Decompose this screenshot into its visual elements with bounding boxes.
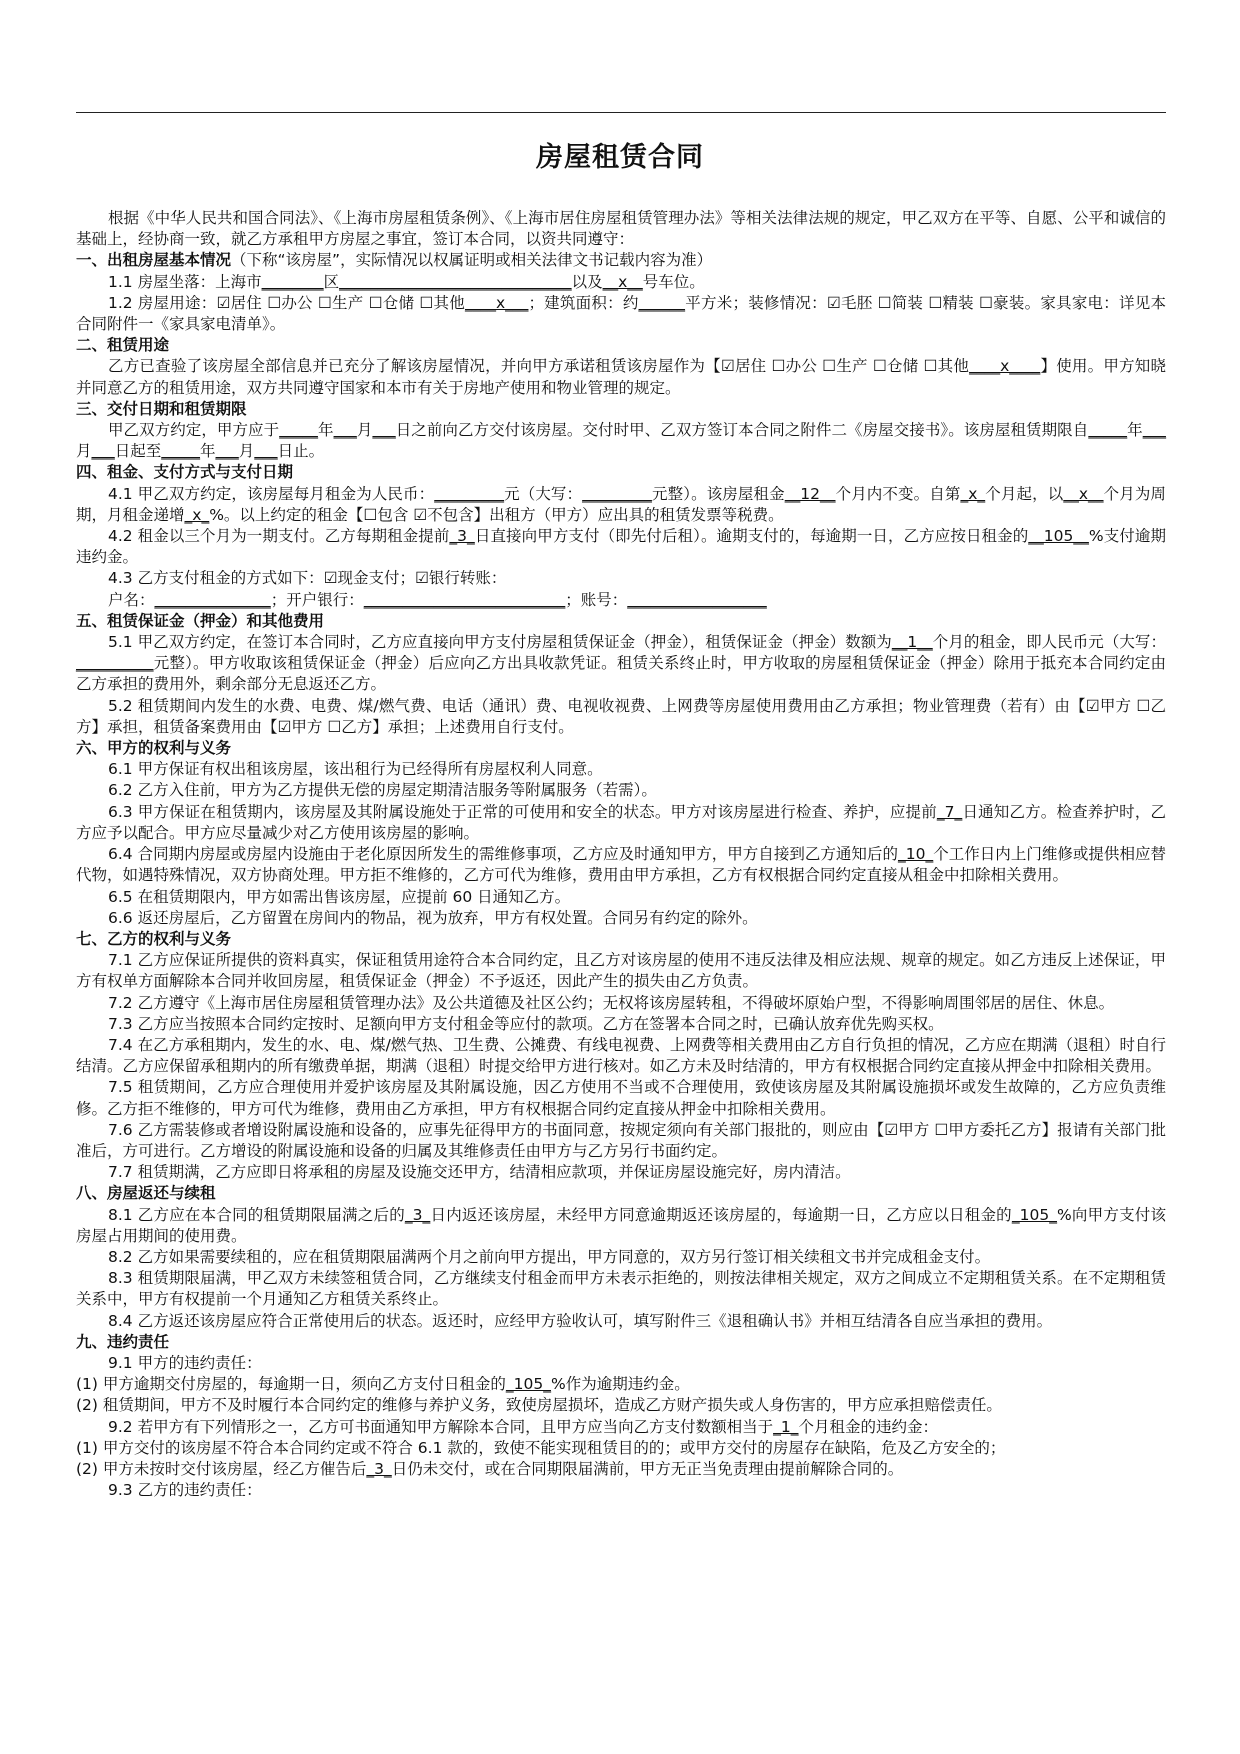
- text-run: 7.3 乙方应当按照本合同约定按时、足额向甲方支付租金等应付的款项。乙方在签署本合同之时，已确认放弃优先购买权。: [108, 1014, 944, 1033]
- text-run: 元（大写：: [504, 484, 583, 503]
- clause-paragraph: [76, 1205, 1166, 1247]
- fill-blank: _105_: [505, 1375, 551, 1394]
- text-run: 元整）。该房屋租金: [651, 484, 785, 503]
- fill-blank: _3_: [449, 527, 475, 546]
- text-run: 甲乙双方约定，甲方应于: [108, 421, 280, 440]
- text-run: 6.4 合同期内房屋或房屋内设施由于老化原因所发生的需维修事项，乙方应及时通知甲方，甲方自接到乙方通知后的: [108, 845, 898, 864]
- clause-paragraph: [76, 759, 1166, 780]
- fill-blank: _x_: [960, 484, 986, 503]
- text-run: 户名：: [108, 590, 155, 609]
- section-heading: [76, 738, 1166, 759]
- text-run: 日直接向甲方支付（即先付后租）。逾期支付的，每逾期一日，乙方应按日租金的: [474, 527, 1029, 546]
- fill-blank: __1__: [891, 633, 933, 652]
- clause-paragraph: [76, 272, 1166, 293]
- clause-paragraph: [76, 1311, 1166, 1332]
- header-rule: [76, 112, 1166, 113]
- section-heading: [76, 1183, 1166, 1204]
- clause-paragraph: [76, 802, 1166, 844]
- text-run: 月: [356, 421, 373, 440]
- text-run: 8.3 租赁期限届满，甲乙双方未续签租赁合同，乙方继续支付租金而甲方未表示拒绝的，则按法律相关规定，双方之间成立不定期租赁关系。在不定期租赁关系中，甲方有权提前一个月通知乙方租赁关系终止。: [76, 1269, 1166, 1309]
- fill-blank: ______: [638, 293, 686, 312]
- text-run: 日内返还该房屋，未经甲方同意逾期返还该房屋的，每逾期一日，乙方应以日租金的: [430, 1205, 1012, 1224]
- clause-paragraph: [76, 1438, 1166, 1459]
- text-run: 号车位。: [642, 272, 705, 291]
- fill-blank: __________________: [627, 590, 767, 609]
- text-run: 个月的租金，即人民币元（大写：: [932, 633, 1166, 652]
- section-heading: [76, 611, 1166, 632]
- fill-blank: ___: [1142, 421, 1166, 440]
- fill-blank: ______________________________: [339, 272, 572, 291]
- text-run: 一、出租房屋基本情况: [76, 251, 232, 270]
- text-run: 日通知乙方。检查养护时，乙方应予以配合。甲方应尽量减少对乙方使用该房屋的影响。: [76, 802, 1166, 842]
- text-run: %。以上约定的租金【☐包含 ☑不包含】出租方（甲方）应出具的租赁发票等税费。: [209, 505, 784, 524]
- text-run: %向甲方支付该房屋占用期间的使用费。: [76, 1205, 1166, 1245]
- text-run: 七、乙方的权利与义务: [76, 929, 232, 948]
- section-heading: [76, 399, 1166, 420]
- clause-paragraph: [76, 1353, 1166, 1374]
- text-run: 日仍未交付，或在合同期限届满前，甲方无正当免责理由提前解除合同的。: [391, 1459, 904, 1478]
- clause-paragraph: [76, 887, 1166, 908]
- fill-blank: _____: [161, 442, 201, 461]
- text-run: 乙方已查验了该房屋全部信息并已充分了解该房屋情况，并向甲方承诺租赁该房屋作为【☑居住 ☐办公 ☐生产 ☐仓储 ☐其他: [108, 357, 970, 376]
- clause-paragraph: [76, 590, 1166, 611]
- text-run: 九、违约责任: [76, 1332, 170, 1351]
- text-run: 三、交付日期和租赁期限: [76, 399, 247, 418]
- section-heading: [76, 462, 1166, 483]
- text-run: 六、甲方的权利与义务: [76, 739, 232, 758]
- clause-paragraph: [76, 1014, 1166, 1035]
- clause-paragraph: [76, 1395, 1166, 1416]
- fill-blank: ___: [372, 421, 396, 440]
- text-run: 4.3 乙方支付租金的方式如下：☑现金支付；☑银行转账：: [108, 569, 507, 588]
- contract-body: [76, 208, 1166, 1501]
- text-run: 日起至: [114, 442, 162, 461]
- text-run: （下称“该房屋”，实际情况以权属证明或相关法律文书记载内容为准）: [231, 251, 713, 270]
- fill-blank: ___: [91, 442, 115, 461]
- fill-blank: __105__: [1028, 527, 1089, 546]
- text-run: 7.5 租赁期间，乙方应合理使用并爱护该房屋及其附属设施，因乙方使用不当或不合理使用，致使该房屋及其附属设施损坏或发生故障的，乙方应负责维修。乙方拒不维修的，甲方可代为维修，费用由乙方承担，甲方有权根据合同约定直接从押金中扣除相关费用。: [76, 1078, 1166, 1118]
- text-run: 5.1 甲乙双方约定，在签订本合同时，乙方应直接向甲方支付房屋租赁保证金（押金），租赁保证金（押金）数额为: [108, 633, 892, 652]
- fill-blank: _3_: [404, 1205, 431, 1224]
- text-run: 根据《中华人民共和国合同法》、《上海市房屋租赁条例》、《上海市居住房屋租赁管理办法》等相关法律法规的规定，甲乙双方在平等、自愿、公平和诚信的基础上，经协商一致，就乙方承租甲方房屋之事宜，签订本合同，以资共同遵守：: [76, 209, 1166, 249]
- clause-paragraph: [76, 908, 1166, 929]
- clause-paragraph: [76, 1077, 1166, 1119]
- text-run: 个月起，以: [985, 484, 1064, 503]
- clause-paragraph: [76, 526, 1166, 568]
- text-run: 日之前向乙方交付该房屋。交付时甲、乙双方签订本合同之附件二《房屋交接书》。该房屋租赁期限自: [395, 421, 1089, 440]
- text-run: 八、房屋返还与续租: [76, 1184, 216, 1203]
- clause-paragraph: [76, 1417, 1166, 1438]
- clause-paragraph: [76, 1247, 1166, 1268]
- clause-paragraph: [76, 1162, 1166, 1183]
- fill-blank: _105_: [1011, 1205, 1057, 1224]
- text-run: 7.1 乙方应保证所提供的资料真实，保证租赁用途符合本合同约定，且乙方对该房屋的使用不违反法律及相应法规、规章的规定。如乙方违反上述保证，甲方有权单方面解除本合同并收回房屋，租赁保证金（押金）不予返还，因此产生的损失由乙方负责。: [76, 951, 1166, 991]
- text-run: 年: [200, 442, 216, 461]
- fill-blank: _______________: [154, 590, 271, 609]
- fill-blank: _1_: [773, 1417, 799, 1436]
- text-run: (2) 甲方未按时交付该房屋，经乙方催告后: [76, 1459, 367, 1478]
- text-run: 平方米；装修情况：☑毛胚 ☐简装 ☐精装 ☐豪装。家具家电：详见本合同附件一《家具家电清单》。: [76, 293, 1166, 334]
- text-run: (2) 租赁期间，甲方不及时履行本合同约定的维修与养护义务，致使房屋损坏，造成乙方财产损失或人身伤害的，甲方应承担赔偿责任。: [76, 1396, 1002, 1415]
- text-run: 6.1 甲方保证有权出租该房屋，该出租行为已经得所有房屋权利人同意。: [108, 760, 603, 779]
- text-run: ；账号：: [565, 590, 628, 609]
- fill-blank: ___: [254, 442, 278, 461]
- clause-paragraph: [76, 356, 1166, 398]
- text-run: 四、租金、支付方式与支付日期: [76, 463, 294, 482]
- fill-blank: _____: [279, 421, 318, 440]
- text-run: 6.6 返还房屋后，乙方留置在房间内的物品，视为放弃，甲方有权处置。合同另有约定的除外。: [108, 908, 758, 927]
- text-run: 个月租金的违约金：: [798, 1417, 938, 1436]
- text-run: 5.2 租赁期间内发生的水费、电费、煤/燃气费、电话（通讯）费、电视收视费、上网费等房屋使用费用由乙方承担；物业管理费（若有）由【☑甲方 ☐乙方】承担，租赁备案费用由【☑甲方 ☐乙方】承担；上述费用自行支付。: [76, 696, 1166, 736]
- text-run: 6.2 乙方入住前，甲方为乙方提供无偿的房屋定期清洁服务等附属服务（若需）。: [108, 781, 657, 800]
- clause-paragraph: [76, 484, 1166, 526]
- fill-blank: __________: [76, 654, 154, 673]
- text-run: 月: [238, 442, 255, 461]
- section-heading: [76, 335, 1166, 356]
- section-heading: [76, 250, 1166, 271]
- text-run: (1) 甲方交付的该房屋不符合本合同约定或不符合 6.1 款的，致使不能实现租赁目的的；或甲方交付的房屋存在缺陷，危及乙方安全的；: [76, 1438, 1006, 1457]
- clause-paragraph: [76, 1120, 1166, 1162]
- text-run: 6.3 甲方保证在租赁期内，该房屋及其附属设施处于正常的可使用和安全的状态。甲方对该房屋进行检查、养护，应提前: [108, 802, 937, 821]
- clause-paragraph: [76, 1459, 1166, 1480]
- fill-blank: ____x____: [969, 357, 1041, 376]
- section-heading: [76, 1332, 1166, 1353]
- text-run: 以及: [571, 272, 603, 291]
- fill-blank: _________: [582, 484, 652, 503]
- text-run: 1.1 房屋坐落：上海市: [108, 272, 262, 291]
- clause-paragraph: [76, 950, 1166, 992]
- text-run: 9.1 甲方的违约责任：: [108, 1353, 262, 1372]
- text-run: 7.2 乙方遵守《上海市居住房屋租赁管理办法》及公共道德及社区公约；无权将该房屋转租，不得破坏原始户型，不得影响周围邻居的居住、休息。: [108, 993, 1115, 1012]
- text-run: 月: [76, 442, 92, 461]
- clause-paragraph: [76, 1374, 1166, 1395]
- fill-blank: __x__: [1063, 484, 1104, 503]
- text-run: 年: [1127, 421, 1143, 440]
- text-run: 个月内不变。自第: [835, 484, 961, 503]
- clause-paragraph: [76, 293, 1166, 335]
- clause-paragraph: [76, 844, 1166, 886]
- clause-paragraph: [76, 696, 1166, 738]
- text-run: 】使用。甲方知晓并同意乙方的租赁用途，双方共同遵守国家和本市有关于房地产使用和物业管理的规定。: [76, 357, 1166, 397]
- fill-blank: _________: [434, 484, 504, 503]
- clause-paragraph: [76, 1268, 1166, 1310]
- clause-paragraph: [76, 208, 1166, 250]
- text-run: ；开户银行：: [270, 590, 364, 609]
- fill-blank: _3_: [366, 1459, 392, 1478]
- text-run: %作为逾期违约金。: [550, 1375, 690, 1394]
- clause-paragraph: [76, 1035, 1166, 1077]
- clause-paragraph: [76, 780, 1166, 801]
- fill-blank: __12__: [784, 484, 836, 503]
- page-title: 房屋租赁合同: [536, 142, 704, 173]
- clause-paragraph: [76, 1480, 1166, 1501]
- text-run: 区: [323, 272, 340, 291]
- fill-blank: __x__: [602, 272, 643, 291]
- text-run: 年: [317, 421, 334, 440]
- text-run: %支付逾期违约金。: [76, 527, 1166, 567]
- fill-blank: ____x___: [465, 293, 529, 312]
- text-run: 4.2 租金以三个月为一期支付。乙方每期租金提前: [108, 527, 450, 546]
- clause-paragraph: [76, 632, 1166, 696]
- fill-blank: _7_: [936, 802, 963, 821]
- text-run: 6.5 在租赁期限内，甲方如需出售该房屋，应提前 60 日通知乙方。: [108, 887, 571, 906]
- text-run: 五、租赁保证金（押金）和其他费用: [76, 611, 325, 630]
- fill-blank: ___: [333, 421, 357, 440]
- text-run: 8.1 乙方应在本合同的租赁期限届满之后的: [108, 1205, 405, 1224]
- clause-paragraph: [76, 993, 1166, 1014]
- fill-blank: _____: [1088, 421, 1128, 440]
- fill-blank: ___: [215, 442, 239, 461]
- fill-blank: _10_: [897, 845, 934, 864]
- text-run: 二、租赁用途: [76, 336, 170, 355]
- section-heading: [76, 929, 1166, 950]
- text-run: 8.4 乙方返还该房屋应符合正常使用后的状态。返还时，应经甲方验收认可，填写附件三《退租确认书》并相互结清各自应当承担的费用。: [108, 1311, 1053, 1330]
- text-run: 4.1 甲乙双方约定，该房屋每月租金为人民币：: [108, 484, 435, 503]
- text-run: 9.2 若甲方有下列情形之一，乙方可书面通知甲方解除本合同，且甲方应当向乙方支付数额相当于: [108, 1417, 774, 1436]
- text-run: 7.6 乙方需装修或者增设附属设施和设备的，应事先征得甲方的书面同意，按规定须向有关部门报批的，则应由【☑甲方 ☐甲方委托乙方】报请有关部门批准后，方可进行。乙方增设的附属设施和设备的归属及其维修责任由甲方与乙方另行书面约定。: [76, 1120, 1166, 1160]
- text-run: (1) 甲方逾期交付房屋的，每逾期一日，须向乙方支付日租金的: [76, 1375, 506, 1394]
- text-run: 7.7 租赁期满，乙方应即日将承租的房屋及设施交还甲方，结清相应款项，并保证房屋设施完好，房内清洁。: [108, 1163, 851, 1182]
- text-run: 元整）。甲方收取该租赁保证金（押金）后应向乙方出具收款凭证。租赁关系终止时，甲方收取的房屋租赁保证金（押金）除用于抵充本合同约定由乙方承担的费用外，剩余部分无息返还乙方。: [76, 654, 1166, 694]
- fill-blank: __________________________: [363, 590, 566, 609]
- text-run: ；建筑面积：约: [528, 293, 639, 312]
- text-run: 8.2 乙方如果需要续租的，应在租赁期限届满两个月之前向甲方提出，甲方同意的，双方另行签订相关续租文书并完成租金支付。: [108, 1247, 991, 1266]
- text-run: 1.2 房屋用途：☑居住 ☐办公 ☐生产 ☐仓储 ☐其他: [108, 293, 465, 312]
- text-run: 9.3 乙方的违约责任：: [108, 1481, 262, 1500]
- text-run: 个月为周期，月租金递增: [76, 484, 1166, 524]
- clause-paragraph: [76, 568, 1166, 589]
- text-run: 7.4 在乙方承租期内，发生的水、电、煤/燃气热、卫生费、公摊费、有线电视费、上网费等相关费用由乙方自行负担的情况，乙方应在期满（退租）时自行结清。乙方应保留承租期内的所有缴费单据，期满（退租）时提交给甲方进行核对。如乙方未及时结清的，甲方有权根据合同约定直接从押金中扣除相关费用。: [76, 1035, 1166, 1076]
- fill-blank: _x_: [184, 505, 210, 524]
- fill-blank: ________: [261, 272, 324, 291]
- text-run: 日止。: [277, 442, 325, 461]
- clause-paragraph: [76, 420, 1166, 462]
- text-run: 个工作日内上门维修或提供相应替代物，如遇特殊情况，双方协商处理。甲方拒不维修的，乙方可代为维修，费用由甲方承担，乙方有权根据合同约定直接从租金中扣除相关费用。: [76, 845, 1166, 885]
